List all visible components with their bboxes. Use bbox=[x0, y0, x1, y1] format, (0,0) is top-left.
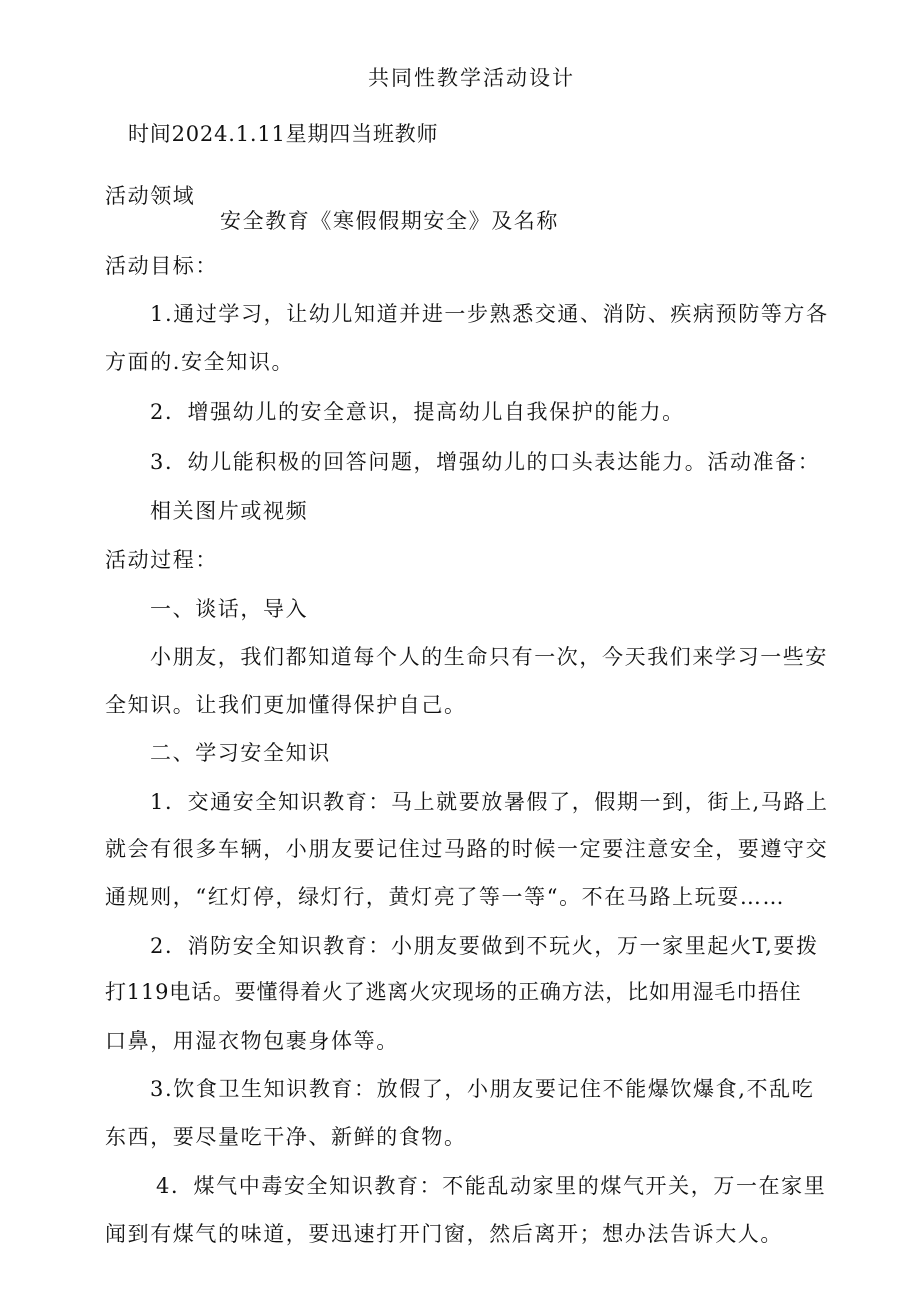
traffic-safety-line-1: 1．交通安全知识教育：马上就要放暑假了，假期一到，街上,马路上 bbox=[150, 790, 829, 814]
intro-paragraph-line-1: 小朋友，我们都知道每个人的生命只有一次，今天我们来学习一些安 bbox=[150, 645, 828, 669]
food-safety-line-1: 3.饮食卫生知识教育：放假了，小朋友要记住不能爆饮爆食,不乱吃 bbox=[150, 1077, 815, 1101]
document-title: 共同性教学活动设计 bbox=[368, 66, 575, 90]
food-safety-line-2: 东西，要尽量吃干净、新鲜的食物。 bbox=[105, 1125, 467, 1149]
gas-safety-line-2: 闻到有煤气的味道，要迅速打开门窗，然后离开；想办法告诉大人。 bbox=[105, 1222, 783, 1246]
domain-label: 活动领域 bbox=[105, 184, 196, 208]
intro-paragraph-line-2: 全知识。让我们更加懂得保护自己。 bbox=[105, 693, 467, 717]
process-label: 活动过程： bbox=[105, 548, 218, 572]
traffic-safety-line-3: 通规则，“红灯停，绿灯行，黄灯亮了等一等“。不在马路上玩耍…… bbox=[105, 885, 786, 909]
fire-safety-line-2: 打119电话。要懂得着火了逃离火灾现场的正确方法，比如用湿毛巾捂住 bbox=[105, 980, 802, 1004]
fire-safety-line-1: 2．消防安全知识教育：小朋友要做到不玩火，万一家里起火T,要拨 bbox=[150, 934, 819, 958]
fire-safety-line-3: 口鼻，用湿衣物包裹身体等。 bbox=[105, 1029, 399, 1053]
step-2-heading: 二、学习安全知识 bbox=[150, 741, 331, 765]
goal-3: 3．幼儿能积极的回答问题，增强幼儿的口头表达能力。活动准备： bbox=[150, 450, 821, 474]
gas-safety-line-1: 4．煤气中毒安全知识教育：不能乱动家里的煤气开关，万一在家里 bbox=[156, 1174, 827, 1198]
goal-1-line-2: 方面的.安全知识。 bbox=[105, 350, 295, 374]
goal-2: 2．增强幼儿的安全意识，提高幼儿自我保护的能力。 bbox=[150, 400, 685, 424]
step-1-heading: 一、谈话，导入 bbox=[150, 597, 309, 621]
traffic-safety-line-2: 就会有很多车辆，小朋友要记住过马路的时候一定要注意安全，要遵守交 bbox=[105, 837, 829, 861]
time-line: 时间2024.1.11星期四当班教师 bbox=[128, 122, 439, 146]
goal-1-line-1: 1.通过学习，让幼儿知道并进一步熟悉交通、消防、疾病预防等方各 bbox=[150, 302, 829, 326]
preparation-text: 相关图片或视频 bbox=[150, 499, 309, 523]
domain-value: 安全教育《寒假假期安全》及名称 bbox=[220, 209, 559, 233]
goals-label: 活动目标： bbox=[105, 254, 218, 278]
